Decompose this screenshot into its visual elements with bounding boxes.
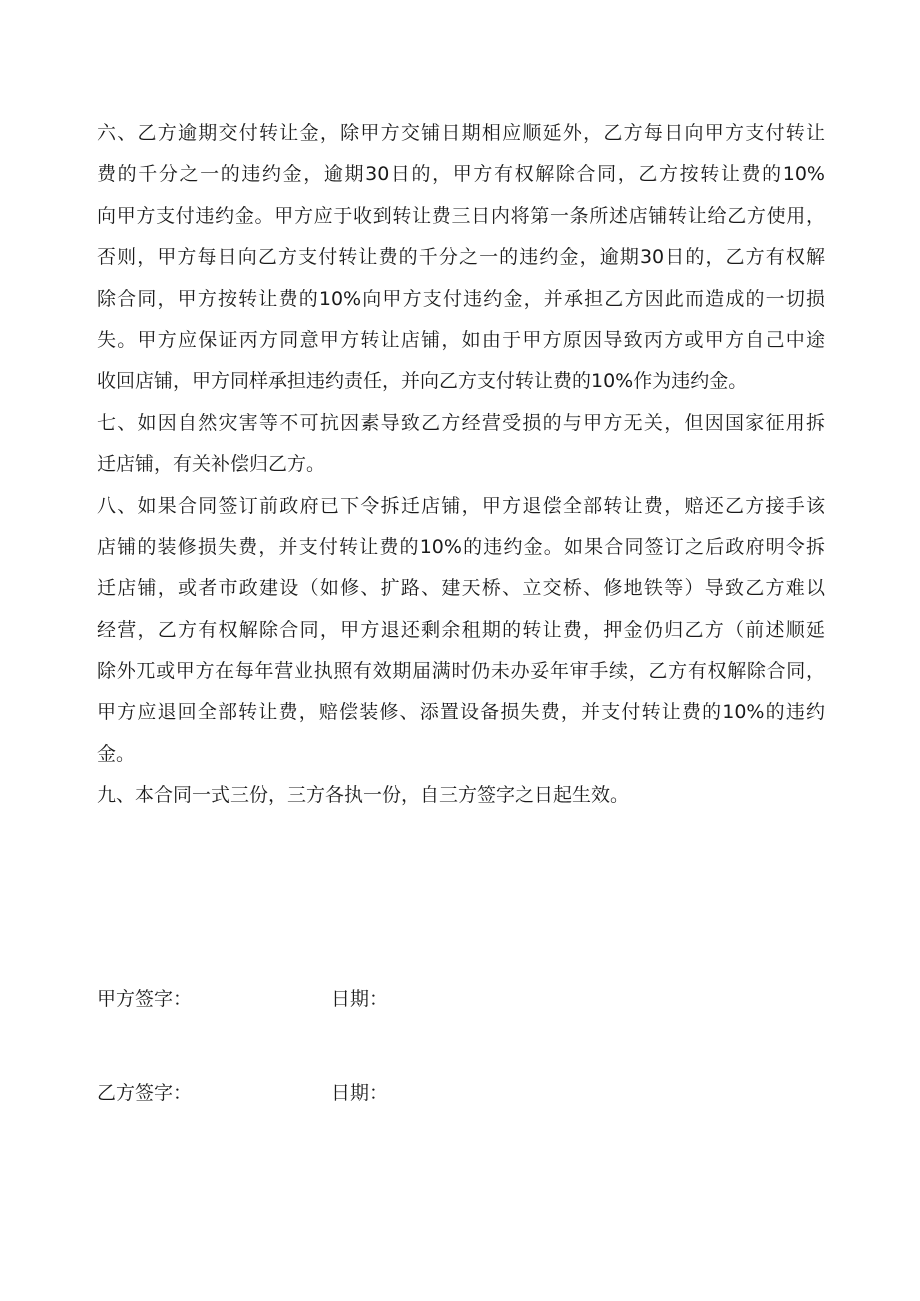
party-b-signature-label: 乙方签字： [97, 1082, 193, 1104]
clause-8 [97, 486, 825, 776]
signature-row-party-a [97, 984, 825, 1014]
text-line: 甲方应退回全部转让费，赔偿装修、添置设备损失费，并支付转让费的10%的违约 [97, 701, 825, 724]
party-b-date-label: 日期： [331, 1082, 389, 1104]
text-line: 收回店铺，甲方同样承担违约责任，并向乙方支付转让费的10%作为违约金。 [97, 370, 748, 393]
text-line: 经营，乙方有权解除合同，甲方退还剩余租期的转让费，押金仍归乙方（前述顺延 [97, 618, 825, 641]
text-line: 迁店铺，或者市政建设（如修、扩路、建天桥、立交桥、修地铁等）导致乙方难以 [97, 577, 825, 600]
text-line: 金。 [97, 742, 136, 765]
contract-clauses [97, 113, 825, 817]
text-line: 六、乙方逾期交付转让金，除甲方交铺日期相应顺延外，乙方每日向甲方支付转让 [97, 122, 825, 144]
text-line: 九、本合同一式三份，三方各执一份，自三方签字之日起生效。 [97, 784, 630, 807]
text-line: 八、如果合同签订前政府已下令拆迁店铺，甲方退偿全部转让费，赔还乙方接手该 [97, 494, 825, 517]
clause-6 [97, 113, 825, 403]
text-line: 向甲方支付违约金。甲方应于收到转让费三日内将第一条所述店铺转让给乙方使用， [97, 204, 825, 227]
text-line: 费的千分之一的违约金，逾期30日的，甲方有权解除合同，乙方按转让费的10% [97, 163, 825, 186]
text-line: 迁店铺，有关补偿归乙方。 [97, 453, 326, 476]
text-line: 否则，甲方每日向乙方支付转让费的千分之一的违约金，逾期30日的，乙方有权解 [97, 246, 825, 269]
text-line: 失。甲方应保证丙方同意甲方转让店铺，如由于甲方原因导致丙方或甲方自己中途 [97, 328, 825, 351]
text-line: 七、如因自然灾害等不可抗因素导致乙方经营受损的与甲方无关，但因国家征用拆 [97, 411, 825, 434]
text-line: 除合同，甲方按转让费的10%向甲方支付违约金，并承担乙方因此而造成的一切损 [97, 287, 825, 310]
clause-7 [97, 403, 825, 486]
text-line: 除外兀或甲方在每年营业执照有效期届满时仍未办妥年审手续，乙方有权解除合同， [97, 660, 825, 683]
text-line: 店铺的装修损失费，并支付转让费的10%的违约金。如果合同签订之后政府明令拆 [97, 535, 825, 558]
signature-row-party-b [97, 1078, 825, 1108]
party-a-signature-label: 甲方签字： [97, 988, 193, 1010]
party-a-date-label: 日期： [331, 988, 389, 1010]
clause-9 [97, 775, 825, 816]
